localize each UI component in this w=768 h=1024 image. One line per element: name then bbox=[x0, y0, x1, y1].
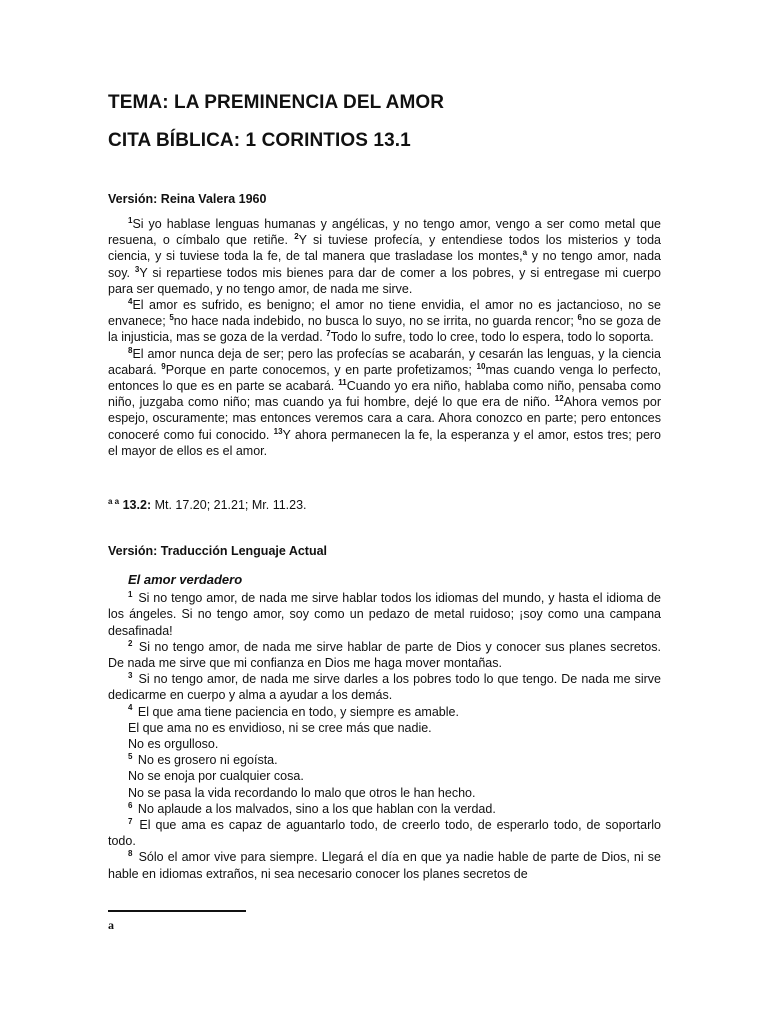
verse-number: 2 bbox=[294, 232, 299, 242]
verse-text: No se pasa la vida recordando lo malo que otros le han hecho. bbox=[128, 785, 476, 800]
verse-number: 3 bbox=[128, 671, 133, 681]
tla-verse-line bbox=[108, 849, 661, 881]
verse-text: No es grosero ni egoísta. bbox=[134, 753, 278, 768]
tla-verse-line bbox=[108, 785, 661, 801]
footnote-marker: a bbox=[522, 248, 528, 258]
footnote-separator bbox=[108, 910, 246, 912]
tla-lines bbox=[108, 590, 661, 882]
verse-text: no se goza de la injusticia, mas se goza de la verdad. bbox=[108, 314, 661, 345]
verse-number: 13 bbox=[273, 426, 283, 436]
bible-citation-title: CITA BÍBLICA: 1 CORINTIOS 13.1 bbox=[108, 130, 411, 151]
verse-text: Si no tengo amor, de nada me sirve darles a los pobres todo lo que tengo. De nada me sirve dedicarme en cuerpo y alma a ayudar a los demás. bbox=[108, 672, 661, 703]
rv-paragraph bbox=[108, 346, 661, 459]
tla-verse-line bbox=[108, 752, 661, 768]
verse-text: Si yo hablase lenguas humanas y angélicas, y no tengo amor, vengo a ser como metal que resuena, o címbalo que retiñe. bbox=[108, 217, 661, 248]
verse-text: El que ama es capaz de aguantarlo todo, de creerlo todo, de esperarlo todo, de soportarlo todo. bbox=[108, 818, 661, 849]
rv-passage bbox=[108, 216, 661, 459]
page-footnote-letter: a bbox=[108, 918, 114, 932]
verse-text: El amor nunca deja de ser; pero las profecías se acabarán, y cesarán las lenguas, y la ciencia acabará. bbox=[108, 346, 661, 377]
verse-number: 6 bbox=[128, 800, 133, 810]
tla-subheading: El amor verdadero bbox=[128, 572, 243, 587]
verse-number: 3 bbox=[134, 264, 140, 274]
verse-text: Todo lo sufre, todo lo cree, todo lo espera, todo lo soporta. bbox=[330, 330, 654, 345]
verse-text: no hace nada indebido, no busca lo suyo, no se irrita, no guarda rencor; bbox=[173, 314, 578, 329]
verse-number: 6 bbox=[577, 313, 582, 323]
rv-paragraph bbox=[108, 297, 661, 346]
tla-verse-line bbox=[108, 704, 661, 720]
verse-number: 12 bbox=[554, 394, 564, 404]
tla-passage bbox=[108, 572, 661, 882]
tla-verse-line bbox=[108, 590, 661, 639]
tla-version-heading: Versión: Traducción Lenguaje Actual bbox=[108, 544, 328, 558]
tla-verse-line bbox=[108, 817, 661, 849]
verse-number: 7 bbox=[128, 816, 133, 826]
rv-paragraph bbox=[108, 216, 661, 297]
tla-verse-line bbox=[108, 736, 661, 752]
verse-number: 8 bbox=[128, 849, 133, 859]
verse-number: 5 bbox=[169, 313, 174, 323]
verse-number: 8 bbox=[128, 345, 133, 355]
verse-text: Si no tengo amor, de nada me sirve hablar todos los idiomas del mundo, y hasta el idioma de los ángeles. Si no tengo amor, soy como un pedazo de metal ruidoso; ¡soy como una campana desafinada! bbox=[108, 591, 661, 638]
verse-number: 1 bbox=[128, 590, 133, 600]
verse-text: No se enoja por cualquier cosa. bbox=[128, 769, 304, 784]
verse-text: Y si repartiese todos mis bienes para dar de comer a los pobres, y si entregase mi cuerpo para ser quemado, y no tengo amor, de nada me sirve. bbox=[108, 265, 661, 296]
verse-text: No aplaude a los malvados, sino a los que hablan con la verdad. bbox=[134, 801, 496, 816]
verse-number: 2 bbox=[128, 638, 133, 648]
footnote-marker: a a bbox=[108, 496, 120, 506]
verse-text: Sólo el amor vive para siempre. Llegará el día en que ya nadie hable de parte de Dios, ni se hable en idiomas extraños, ni sea necesario conocer los planes secretos de bbox=[108, 850, 661, 881]
verse-text: El amor es sufrido, es benigno; el amor no tiene envidia, el amor no es jactancioso, no se envanece; bbox=[108, 298, 661, 329]
verse-text: El que ama no es envidioso, ni se cree más que nadie. bbox=[128, 720, 432, 735]
verse-number: 11 bbox=[338, 377, 347, 387]
verse-text: y no tengo amor, nada soy. bbox=[108, 249, 661, 280]
verse-number: 4 bbox=[128, 296, 133, 306]
verse-text: No es orgulloso. bbox=[128, 737, 219, 752]
tla-verse-line bbox=[108, 671, 661, 703]
tla-verse-line bbox=[108, 801, 661, 817]
verse-text: Y ahora permanecen la fe, la esperanza y el amor, estos tres; pero el mayor de ellos es el amor. bbox=[108, 427, 662, 458]
tla-verse-line bbox=[108, 639, 661, 671]
rv-footnote bbox=[108, 498, 307, 512]
verse-number: 9 bbox=[161, 361, 166, 371]
tla-verse-line bbox=[108, 720, 661, 736]
verse-number: 4 bbox=[128, 703, 133, 713]
verse-number: 1 bbox=[128, 215, 133, 225]
verse-number: 5 bbox=[128, 752, 133, 762]
tla-verse-line bbox=[108, 768, 661, 784]
footnote-reference: 13.2: bbox=[122, 498, 152, 512]
verse-text: El que ama tiene paciencia en todo, y siempre es amable. bbox=[134, 704, 459, 719]
rv-version-heading: Versión: Reina Valera 1960 bbox=[108, 192, 267, 206]
footnote-text: Mt. 17.20; 21.21; Mr. 11.23. bbox=[151, 498, 307, 512]
verse-text: Ahora vemos por espejo, oscuramente; mas entonces veremos cara a cara. Ahora conozco en parte; pero entonces conoceré como fui conocido. bbox=[108, 395, 661, 442]
verse-text: Si no tengo amor, de nada me sirve hablar de parte de Dios y conocer sus planes secretos. De nada me sirve que mi confianza en Dios me haga mover montañas. bbox=[108, 639, 661, 671]
page-title: TEMA: LA PREMINENCIA DEL AMOR bbox=[108, 92, 445, 113]
verse-text: mas cuando venga lo perfecto, entonces lo que es en parte se acabará. bbox=[108, 362, 661, 394]
verse-number: 10 bbox=[476, 361, 486, 371]
verse-text: Y si tuviese profecía, y entendiese todos los misterios y toda ciencia, y si tuviese toda la fe, de tal manera que trasladase los montes, bbox=[108, 233, 662, 264]
verse-text: Porque en parte conocemos, y en parte profetizamos; bbox=[165, 362, 477, 377]
verse-number: 7 bbox=[326, 329, 331, 339]
verse-text: Cuando yo era niño, hablaba como niño, pensaba como niño, juzgaba como niño; mas cuando ya fui hombre, dejé lo que era de niño. bbox=[108, 379, 661, 410]
